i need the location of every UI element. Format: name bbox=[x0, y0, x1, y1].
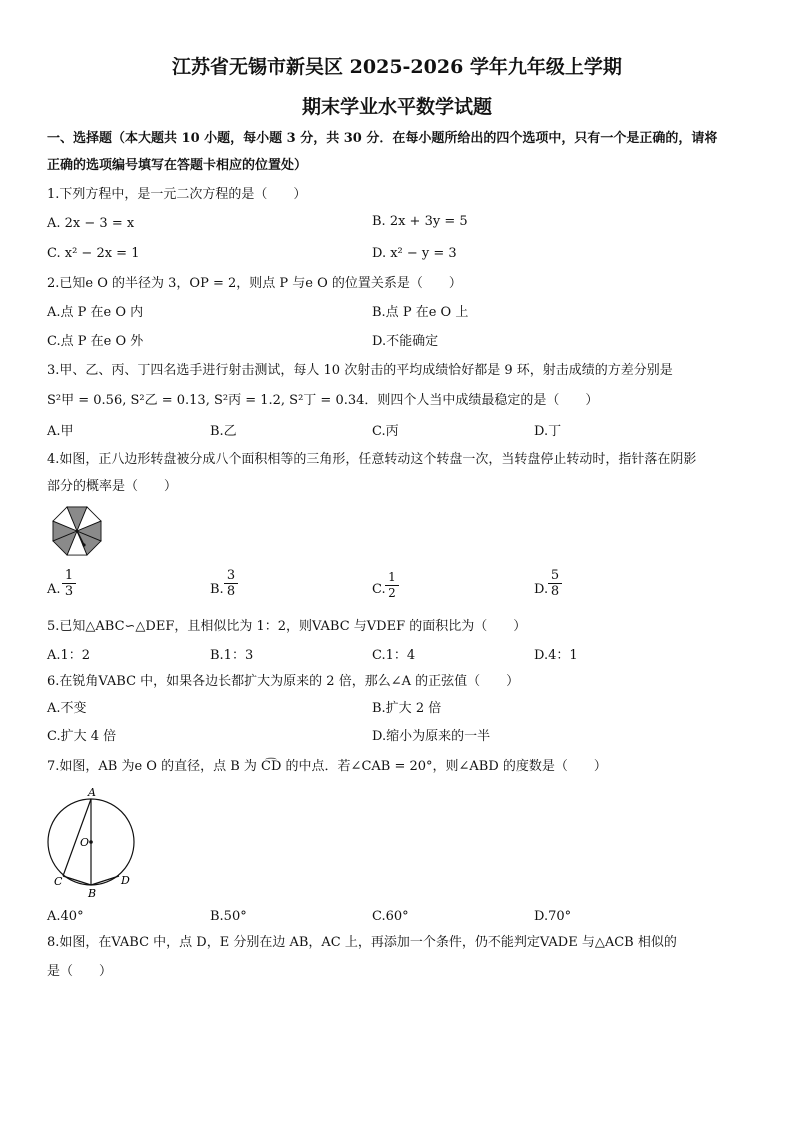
q2-option-d: D.不能确定 bbox=[372, 334, 439, 349]
q8-stem-line1: 8.如图，在VABC 中，点 D，E 分别在边 AB，AC 上，再添加一个条件，仍不能判定VADE 与△ACB 相似的 bbox=[47, 935, 677, 950]
q7-option-c: C.60° bbox=[372, 909, 409, 924]
q7-option-a: A.40° bbox=[47, 909, 84, 924]
q5-stem: 5.已知△ABC∽△DEF，且相似比为 1：2，则VABC 与VDEF 的面积比为（ ） bbox=[47, 619, 527, 634]
q4-d-denominator: 8 bbox=[550, 584, 560, 599]
q6-option-a: A.不变 bbox=[47, 701, 87, 716]
section-header-line1: 一、选择题（本大题共 10 小题，每小题 3 分，共 30 分．在每小题所给出的四个选项中，只有一个是正确的，请将 bbox=[47, 131, 718, 146]
q4-option-a-label: A. bbox=[47, 582, 61, 597]
q5-option-d: D.4：1 bbox=[534, 648, 578, 663]
q3-option-d: D.丁 bbox=[534, 424, 562, 439]
chord-cb bbox=[63, 876, 91, 885]
q5-option-c: C.1：4 bbox=[372, 648, 416, 663]
q4-a-denominator: 3 bbox=[64, 584, 74, 599]
label-d: D bbox=[121, 874, 130, 887]
spinner-pointer-tip bbox=[82, 543, 85, 546]
q4-option-a-fraction bbox=[62, 568, 76, 599]
q4-option-d-label: D. bbox=[534, 582, 549, 597]
label-c: C bbox=[54, 875, 63, 888]
q2-option-c: C.点 P 在e O 外 bbox=[47, 334, 144, 349]
q7-stem: 7.如图，AB 为e O 的直径，点 B 为 C͡D 的中点．若∠CAB = 20°，则∠ABD 的度数是（ ） bbox=[47, 759, 607, 774]
q7-option-d: D.70° bbox=[534, 909, 572, 924]
q4-option-b-fraction bbox=[224, 568, 238, 599]
center-point-o bbox=[89, 840, 93, 844]
q2-option-a: A.点 P 在e O 内 bbox=[47, 305, 144, 320]
q4-option-b-label: B. bbox=[210, 582, 224, 597]
q6-stem: 6.在锐角VABC 中，如果各边长都扩大为原来的 2 倍，那么∠A 的正弦值（ ） bbox=[47, 674, 520, 689]
q1-option-b: B. 2x + 3y = 5 bbox=[372, 214, 468, 229]
q4-c-numerator: 1 bbox=[385, 570, 399, 586]
q1-option-c: C. x² − 2x = 1 bbox=[47, 246, 140, 261]
label-o: O bbox=[80, 836, 90, 849]
q7-option-b: B.50° bbox=[210, 909, 247, 924]
label-b: B bbox=[88, 887, 97, 900]
q6-option-b: B.扩大 2 倍 bbox=[372, 701, 442, 716]
q1-stem: 1.下列方程中，是一元二次方程的是（ ） bbox=[47, 187, 307, 202]
q4-option-c-fraction bbox=[385, 570, 399, 601]
q3-option-b: B.乙 bbox=[210, 424, 237, 439]
section-header-line2: 正确的选项编号填写在答题卡相应的位置处） bbox=[47, 158, 308, 173]
q6-option-c: C.扩大 4 倍 bbox=[47, 729, 117, 744]
q2-option-b: B.点 P 在e O 上 bbox=[372, 305, 469, 320]
octagon-spinner-figure bbox=[46, 504, 108, 558]
q2-stem: 2.已知e O 的半径为 3，OP = 2，则点 P 与e O 的位置关系是（ ） bbox=[47, 276, 462, 291]
q4-stem-line2: 部分的概率是（ ） bbox=[47, 479, 178, 494]
q1-option-d: D. x² − y = 3 bbox=[372, 246, 457, 261]
q3-option-c: C.丙 bbox=[372, 424, 399, 439]
q3-stem-line1: 3.甲、乙、丙、丁四名选手进行射击测试，每人 10 次射击的平均成绩恰好都是 9 环，射击成绩的方差分别是 bbox=[47, 363, 673, 378]
q4-b-numerator: 3 bbox=[224, 568, 238, 584]
q5-option-b: B.1：3 bbox=[210, 648, 254, 663]
chord-bd bbox=[91, 876, 119, 885]
q4-option-c-label: C. bbox=[372, 582, 386, 597]
q4-stem-line1: 4.如图，正八边形转盘被分成八个面积相等的三角形，任意转动这个转盘一次，当转盘停止转动时，指针落在阴影 bbox=[47, 452, 697, 467]
exam-title-line2: 期末学业水平数学试题 bbox=[301, 96, 492, 118]
q4-d-numerator: 5 bbox=[548, 568, 562, 584]
circle-diameter-figure bbox=[42, 784, 138, 904]
exam-title-line1: 江苏省无锡市新吴区 2025-2026 学年九年级上学期 bbox=[172, 56, 622, 78]
q4-a-numerator: 1 bbox=[62, 568, 76, 584]
q3-option-a: A.甲 bbox=[47, 424, 74, 439]
label-a: A bbox=[88, 786, 96, 799]
q3-stem-line2: S²甲 = 0.56, S²乙 = 0.13, S²丙 = 1.2, S²丁 = 0.34．则四个人当中成绩最稳定的是（ ） bbox=[47, 393, 599, 408]
q4-b-denominator: 8 bbox=[226, 584, 236, 599]
q5-option-a: A.1：2 bbox=[47, 648, 91, 663]
q8-stem-line2: 是（ ） bbox=[47, 964, 113, 979]
q4-option-d-fraction bbox=[548, 568, 562, 599]
q6-option-d: D.缩小为原来的一半 bbox=[372, 729, 491, 744]
q1-option-a: A. 2x − 3 = x bbox=[47, 216, 135, 231]
q4-c-denominator: 2 bbox=[388, 586, 396, 600]
